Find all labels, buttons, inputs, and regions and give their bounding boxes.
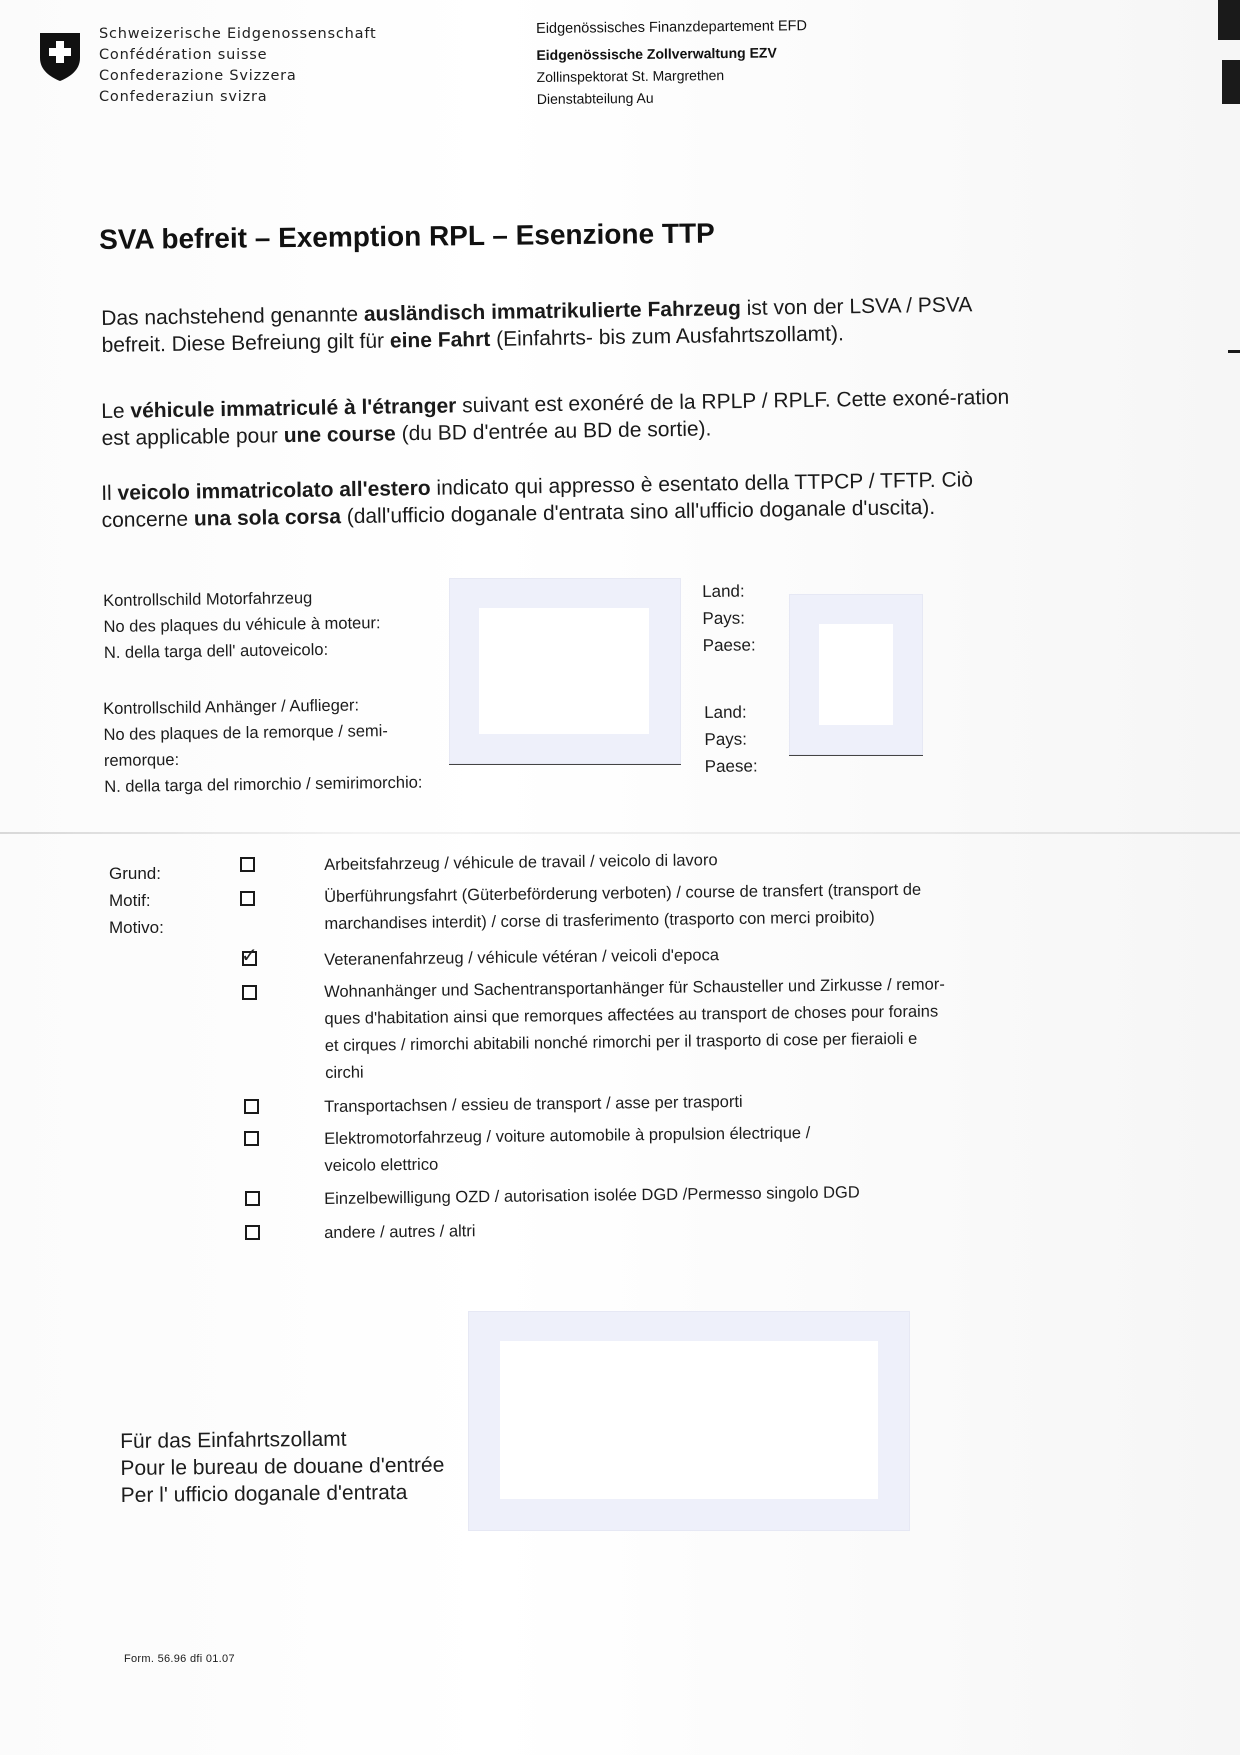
vehicle-plate-label [103,584,381,666]
reason-label-fr: Motif: [109,891,151,910]
plate-underline [449,764,681,765]
intro-it-text: indicato qui appresso è esentato della TTPCP / TFTP. Ciò concerne [101,468,974,532]
reason-option-label [324,875,1045,938]
reason-option-line: Einzelbewilligung OZD / autorisation isolée DGD /Permesso singolo DGD [324,1183,860,1208]
division-name: Dienstabteilung Au [536,89,654,107]
confederation-names [99,24,376,108]
entry-customs-de: Für das Einfahrtszollamt [120,1427,347,1453]
paper-fold [0,832,1240,834]
country-label-it: Paese: [702,635,756,655]
department-block [536,15,808,110]
scan-edge-mark [1228,350,1240,353]
intro-it-text: Il [101,481,118,505]
form-number: Form. 56.96 dfi 01.07 [124,1653,235,1665]
reason-option-line: Transportachsen / essieu de transport / asse per trasporti [324,1092,743,1116]
reason-checkbox[interactable] [240,857,255,872]
intro-fr-text: Le [101,399,131,423]
intro-de-text: (Einfahrts- bis zum Ausfahrtszollamt). [490,322,845,351]
reason-checkbox[interactable] [244,1099,259,1114]
vehicle-plate-label-it: N. della targa dell' autoveicolo: [103,640,329,662]
confederation-it: Confederazione Svizzera [99,68,297,84]
reason-option-line: circhi [325,1063,364,1082]
intro-fr-text: suivant est exonéré de la RPLP / RPLF. Cette exoné-ration est applicable pour [101,385,1010,450]
intro-fr-emphasis: véhicule immatriculé à l'étranger [130,394,457,423]
intro-it-text: (dall'ufficio doganale d'entrata sino all'ufficio doganale d'uscita). [340,495,936,529]
intro-de-text: ist von der LSVA / PSVA befreit. Diese Befreiung gilt für [101,293,972,357]
reason-checkbox[interactable] [245,1191,260,1206]
scan-edge-mark [1222,60,1240,104]
confederation-rm: Confederaziun svizra [99,89,268,105]
vehicle-country-redacted-field[interactable] [789,594,923,755]
reason-checkbox[interactable] [242,985,257,1000]
redaction-inner [479,608,649,734]
entry-customs-fr: Pour le bureau de douane d'entrée [120,1453,445,1480]
customs-stamp-redacted-field[interactable] [468,1311,910,1531]
trailer-plate-label-it: N. della targa del rimorchio / semirimorchio: [104,773,423,796]
trailer-plate-label-fr-cont: remorque: [103,750,180,770]
reason-label-it: Motivo: [109,918,164,937]
reason-checkbox[interactable] [245,1225,260,1240]
reason-checkbox[interactable] [241,943,258,967]
vehicle-country-label [702,577,756,659]
swiss-coat-of-arms-icon [38,30,82,82]
intro-it-emphasis: veicolo immatricolato all'estero [117,476,431,505]
reason-option-line: ques d'habitation ainsi que remorques affectées au transport de choses pour forains [324,1002,939,1028]
country-label-de: Land: [702,581,745,601]
intro-it-emphasis: una sola corsa [193,505,342,531]
reason-option-line: Überführungsfahrt (Güterbeförderung verboten) / course de transfert (transport de [324,880,922,906]
confederation-de: Schweizerische Eidgenossenschaft [99,26,377,42]
country-label-it: Paese: [704,756,758,776]
reason-option-line: Arbeitsfahrzeug / véhicule de travail / veicolo di lavoro [324,851,718,874]
intro-fr-text: (du BD d'entrée au BD de sortie). [395,417,712,446]
reason-option-line: marchandises interdit) / corse di trasferimento (trasporto con merci proibito) [324,908,875,933]
vehicle-plate-label-de: Kontrollschild Motorfahrzeug [103,589,313,610]
reason-option-line: Wohnanhänger und Sachentransportanhänger für Schausteller und Zirkusse / remor- [324,975,945,1001]
vehicle-plate-redacted-field[interactable] [449,578,681,764]
checkmark-icon: ✓ [241,943,258,967]
reason-option-label [324,970,1045,1087]
reason-option-line: Veteranenfahrzeug / véhicule vétéran / veicoli d'epoca [324,946,720,969]
department-name: Eidgenössisches Finanzdepartement EFD [536,18,807,37]
intro-de-emphasis: ausländisch immatrikulierte Fahrzeug [363,296,741,326]
redaction-inner [819,624,893,725]
reason-option-line: Elektromotorfahrzeug / voiture automobile à propulsion électrique / [324,1124,811,1148]
entry-customs-label [120,1425,445,1509]
vehicle-plate-label-fr: No des plaques du véhicule à moteur: [103,614,381,636]
reason-option-label [324,1117,1045,1180]
administration-name: Eidgenössische Zollverwaltung EZV [536,44,777,63]
redaction-inner [500,1341,878,1499]
reason-option-line: veicolo elettrico [324,1155,439,1175]
reason-option-line: andere / autres / altri [324,1222,476,1242]
reason-label [109,860,164,941]
country-label-fr: Pays: [704,729,748,749]
country-label-de: Land: [704,702,747,722]
trailer-plate-label-de: Kontrollschild Anhänger / Auflieger: [103,696,360,718]
trailer-country-label [704,698,758,780]
intro-fr-emphasis: une course [283,422,396,448]
country-label-fr: Pays: [702,608,746,628]
trailer-plate-label [103,692,423,800]
page-title: SVA befreit – Exemption RPL – Esenzione TTP [99,217,715,255]
reason-checkbox[interactable] [240,891,255,906]
country-underline [789,755,923,756]
reason-option-line: et cirques / rimorchi abitabili nonché rimorchi per il trasporto di cose per fieraioli e [324,1029,918,1055]
intro-de-text: Das nachstehend genannte [101,302,365,330]
intro-de-emphasis: eine Fahrt [389,327,491,353]
reason-checkbox[interactable] [244,1131,259,1146]
office-name: Zollinspektorat St. Margrethen [536,67,725,85]
reason-label-de: Grund: [109,864,161,883]
confederation-fr: Confédération suisse [99,47,268,63]
scan-edge-mark [1218,0,1240,40]
entry-customs-it: Per l' ufficio doganale d'entrata [120,1480,408,1507]
trailer-plate-label-fr: No des plaques de la remorque / semi- [103,722,388,744]
